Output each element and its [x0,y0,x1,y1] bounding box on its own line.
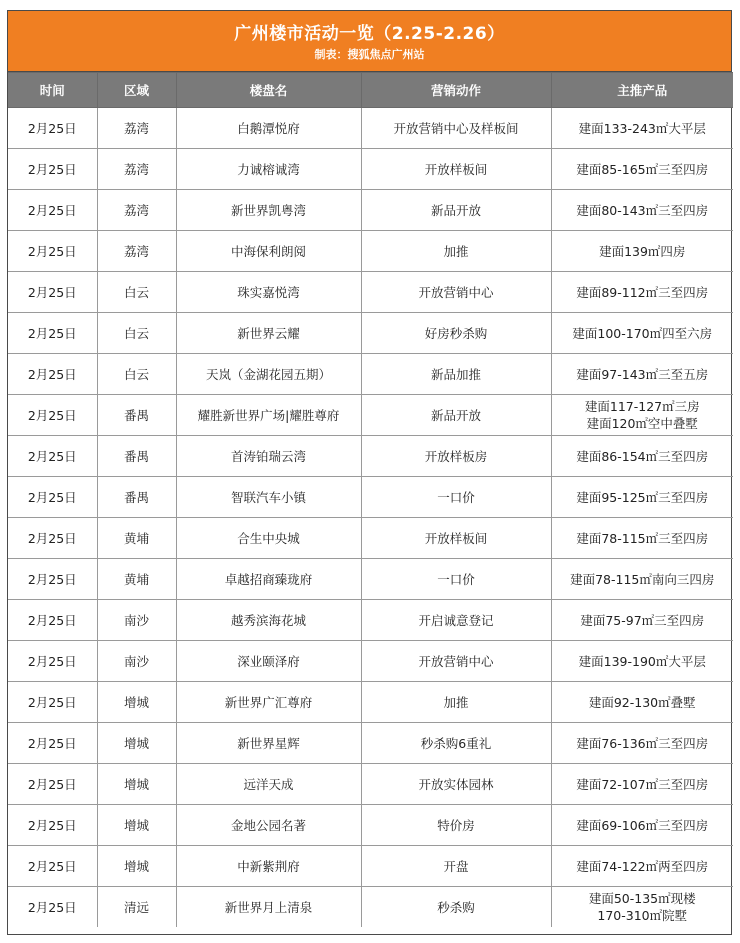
table-row [8,805,733,846]
page-title: 广州楼市活动一览（2.25-2.26） [234,24,505,44]
product-line: 建面97-143㎡三至五房 [576,366,709,382]
cell-date: 2月25日 [8,477,97,518]
cell-area: 番禺 [97,436,176,477]
table-row [8,887,733,928]
cell-main-product [551,764,733,805]
product-line: 建面78-115㎡南向三四房 [570,571,715,587]
cell-date: 2月25日 [8,395,97,436]
cell-main-product [551,190,733,231]
cell-project-name: 中海保利朗阅 [176,231,361,272]
cell-project-name: 智联汽车小镇 [176,477,361,518]
table-header-banner [8,11,731,72]
table-row [8,354,733,395]
cell-area: 增城 [97,723,176,764]
cell-area: 荔湾 [97,108,176,149]
table-row [8,559,733,600]
cell-project-name: 白鹅潭悦府 [176,108,361,149]
cell-marketing-action: 加推 [361,231,551,272]
cell-marketing-action: 新品加推 [361,354,551,395]
cell-marketing-action: 开启诚意登记 [361,600,551,641]
table-row [8,108,733,149]
cell-date: 2月25日 [8,354,97,395]
cell-date: 2月25日 [8,682,97,723]
product-line: 建面133-243㎡大平层 [578,120,706,136]
table-row [8,477,733,518]
cell-main-product [551,395,733,436]
cell-area: 增城 [97,805,176,846]
cell-area: 增城 [97,764,176,805]
cell-date: 2月25日 [8,805,97,846]
product-line: 建面75-97㎡三至四房 [580,612,705,628]
cell-project-name: 合生中央城 [176,518,361,559]
cell-area: 荔湾 [97,149,176,190]
cell-area: 番禺 [97,477,176,518]
table-row [8,231,733,272]
cell-marketing-action: 开放营销中心 [361,641,551,682]
cell-main-product [551,477,733,518]
product-line: 170-310㎡院墅 [597,908,688,923]
table-row [8,846,733,887]
product-line: 建面89-112㎡三至四房 [576,284,709,300]
cell-area: 南沙 [97,600,176,641]
table-row [8,272,733,313]
cell-area: 增城 [97,846,176,887]
column-header-project: 楼盘名 [176,73,361,108]
product-line: 建面50-135㎡现楼 [588,891,696,906]
cell-marketing-action: 开放样板房 [361,436,551,477]
cell-project-name: 卓越招商臻珑府 [176,559,361,600]
product-line: 建面117-127㎡三房 [584,399,700,414]
product-line: 建面80-143㎡三至四房 [576,202,709,218]
cell-date: 2月25日 [8,436,97,477]
cell-marketing-action: 开放营销中心 [361,272,551,313]
column-header-date: 时间 [8,73,97,108]
table-row [8,149,733,190]
table-row [8,436,733,477]
cell-area: 白云 [97,313,176,354]
cell-area: 白云 [97,272,176,313]
cell-area: 增城 [97,682,176,723]
table-row [8,518,733,559]
cell-date: 2月25日 [8,641,97,682]
table-row [8,723,733,764]
table-row [8,313,733,354]
cell-project-name: 新世界星辉 [176,723,361,764]
product-line: 建面76-136㎡三至四房 [576,735,709,751]
cell-project-name: 耀胜新世界广场|耀胜尊府 [176,395,361,436]
cell-main-product [551,354,733,395]
product-line: 建面139㎡四房 [599,243,686,259]
cell-main-product [551,149,733,190]
cell-project-name: 天岚（金湖花园五期） [176,354,361,395]
cell-main-product [551,272,733,313]
cell-date: 2月25日 [8,600,97,641]
cell-date: 2月25日 [8,518,97,559]
cell-marketing-action: 秒杀购 [361,887,551,928]
product-line: 建面100-170㎡四至六房 [572,325,713,341]
cell-project-name: 珠实嘉悦湾 [176,272,361,313]
cell-date: 2月25日 [8,190,97,231]
product-line: 建面78-115㎡三至四房 [576,530,709,546]
table-row [8,764,733,805]
cell-main-product [551,518,733,559]
product-line: 建面92-130㎡叠墅 [588,694,696,710]
table-row [8,190,733,231]
table-row [8,641,733,682]
cell-area: 白云 [97,354,176,395]
cell-project-name: 越秀滨海花城 [176,600,361,641]
cell-main-product [551,805,733,846]
cell-date: 2月25日 [8,149,97,190]
cell-main-product [551,231,733,272]
activity-table [8,72,733,927]
product-line: 建面139-190㎡大平层 [578,653,706,669]
cell-date: 2月25日 [8,108,97,149]
cell-project-name: 力诚榕诚湾 [176,149,361,190]
cell-main-product [551,600,733,641]
column-header-row [8,73,733,108]
cell-main-product [551,887,733,928]
cell-marketing-action: 好房秒杀购 [361,313,551,354]
cell-main-product [551,641,733,682]
table-body [8,108,733,928]
cell-marketing-action: 开盘 [361,846,551,887]
cell-date: 2月25日 [8,846,97,887]
cell-project-name: 远洋天成 [176,764,361,805]
product-line: 建面74-122㎡两至四房 [576,858,709,874]
cell-area: 清远 [97,887,176,928]
cell-main-product [551,108,733,149]
cell-project-name: 新世界云耀 [176,313,361,354]
product-line: 建面120㎡空中叠墅 [586,416,698,431]
cell-project-name: 新世界广汇尊府 [176,682,361,723]
cell-project-name: 深业颐泽府 [176,641,361,682]
cell-marketing-action: 一口价 [361,559,551,600]
cell-area: 荔湾 [97,231,176,272]
cell-main-product [551,559,733,600]
cell-main-product [551,313,733,354]
cell-marketing-action: 开放样板间 [361,149,551,190]
cell-area: 番禺 [97,395,176,436]
product-line: 建面86-154㎡三至四房 [576,448,709,464]
cell-project-name: 金地公园名著 [176,805,361,846]
cell-marketing-action: 新品开放 [361,190,551,231]
cell-marketing-action: 一口价 [361,477,551,518]
cell-marketing-action: 特价房 [361,805,551,846]
product-line: 建面69-106㎡三至四房 [576,817,709,833]
cell-area: 南沙 [97,641,176,682]
cell-main-product [551,682,733,723]
cell-marketing-action: 加推 [361,682,551,723]
cell-date: 2月25日 [8,764,97,805]
table-row [8,600,733,641]
table-row [8,682,733,723]
cell-date: 2月25日 [8,313,97,354]
cell-marketing-action: 开放样板间 [361,518,551,559]
activity-table-card [7,10,732,935]
cell-main-product [551,846,733,887]
cell-date: 2月25日 [8,231,97,272]
column-header-product: 主推产品 [551,73,733,108]
cell-date: 2月25日 [8,559,97,600]
cell-marketing-action: 开放营销中心及样板间 [361,108,551,149]
table-row [8,395,733,436]
cell-project-name: 新世界月上清泉 [176,887,361,928]
cell-area: 黄埔 [97,518,176,559]
cell-project-name: 首涛铂瑞云湾 [176,436,361,477]
column-header-action: 营销动作 [361,73,551,108]
cell-project-name: 中新紫荆府 [176,846,361,887]
cell-main-product [551,436,733,477]
product-line: 建面95-125㎡三至四房 [576,489,709,505]
cell-date: 2月25日 [8,723,97,764]
page-subtitle: 制表：搜狐焦点广州站 [314,48,425,61]
cell-date: 2月25日 [8,887,97,928]
cell-project-name: 新世界凯粤湾 [176,190,361,231]
cell-main-product [551,723,733,764]
column-header-area: 区域 [97,73,176,108]
cell-date: 2月25日 [8,272,97,313]
cell-marketing-action: 新品开放 [361,395,551,436]
cell-marketing-action: 开放实体园林 [361,764,551,805]
product-line: 建面72-107㎡三至四房 [576,776,709,792]
cell-marketing-action: 秒杀购6重礼 [361,723,551,764]
cell-area: 黄埔 [97,559,176,600]
cell-area: 荔湾 [97,190,176,231]
product-line: 建面85-165㎡三至四房 [576,161,709,177]
